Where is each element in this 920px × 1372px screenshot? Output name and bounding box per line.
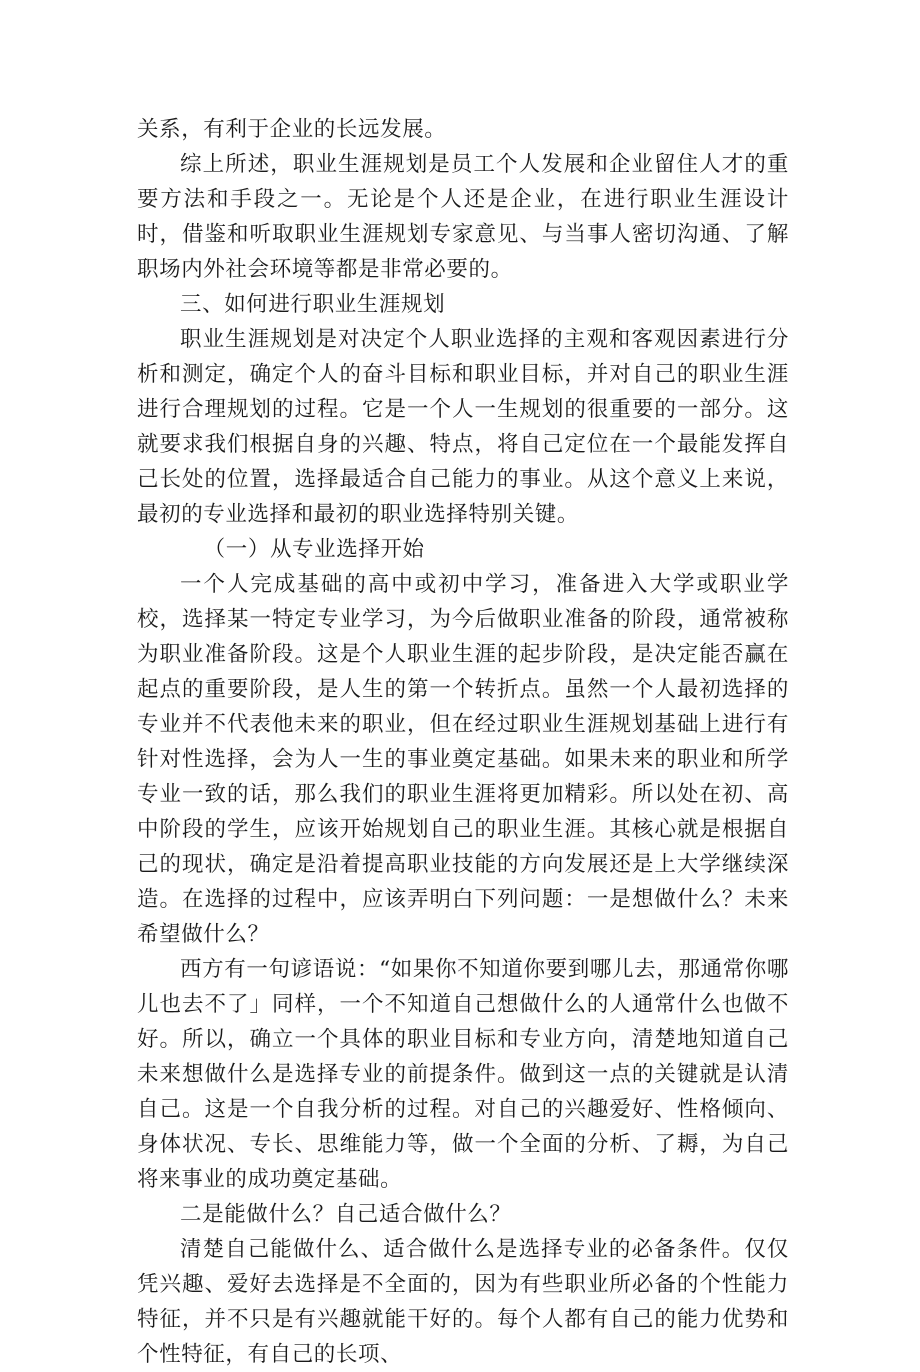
question-heading-2: 二是能做什么？自己适合做什么？: [180, 1202, 512, 1227]
paragraph-summary: 综上所述，职业生涯规划是员工个人发展和企业留住人才的重要方法和手段之一。无论是个人还是企业，在进行职业生涯设计时，借鉴和听取职业生涯规划专家意见、与当事人密切沟通、了解职场内外社会环境等都是非常必要的。: [137, 152, 789, 282]
document-body: [137, 112, 789, 1372]
paragraph-abilities: 清楚自己能做什么、适合做什么是选择专业的必备条件。仅仅凭兴趣、爱好去选择是不全面的，因为有些职业所必备的个性能力特征，并不只是有兴趣就能干好的。每个人都有自己的能力优势和个性特征，有自己的长项、: [137, 1237, 789, 1367]
paragraph-western-proverb: 西方有一句谚语说：“如果你不知道你要到哪儿去，那通常你哪儿也去不了」同样，一个不知道自己想做什么的人通常什么也做不好。所以，确立一个具体的职业目标和专业方向，清楚地知道自己未来想做什么是选择专业的前提条件。做到这一点的关键就是认清自己。这是一个自我分析的过程。对自己的兴趣爱好、性格倾向、身体状况、专长、思维能力等，做一个全面的分析、了耨，为自己将来事业的成功奠定基础。: [137, 957, 789, 1192]
section-heading-3: 三、如何进行职业生涯规划: [180, 292, 446, 317]
paragraph-preparation-stage: 一个人完成基础的高中或初中学习，准备进入大学或职业学校，选择某一特定专业学习，为今后做职业准备的阶段，通常被称为职业准备阶段。这是个人职业生涯的起步阶段，是决定能否赢在起点的重要阶段，是人生的第一个转折点。虽然一个人最初选择的专业并不代表他未来的职业，但在经过职业生涯规划基础上进行有针对性选择，会为人一生的事业奠定基础。如果未来的职业和所学专业一致的话，那么我们的职业生涯将更加精彩。所以处在初、高中阶段的学生，应该开始规划自己的职业生涯。其核心就是根据自己的现状，确定是沿着提高职业技能的方向发展还是上大学继续深造。在选择的过程中，应该弄明白下列问题：一是想做什么？未来希望做什么？: [137, 572, 789, 947]
subsection-heading-1: （一）从专业选择开始: [203, 537, 425, 562]
paragraph-continuation: 关系，有利于企业的长远发展。: [137, 117, 447, 142]
paragraph-definition: 职业生涯规划是对决定个人职业选择的主观和客观因素进行分析和测定，确定个人的奋斗目标和职业目标，并对自己的职业生涯进行合理规划的过程。它是一个人一生规划的很重要的一部分。这就要求我们根据自身的兴趣、特点，将自己定位在一个最能发挥自己长处的位置，选择最适合自己能力的事业。从这个意义上来说，最初的专业选择和最初的职业选择特别关键。: [137, 327, 789, 527]
